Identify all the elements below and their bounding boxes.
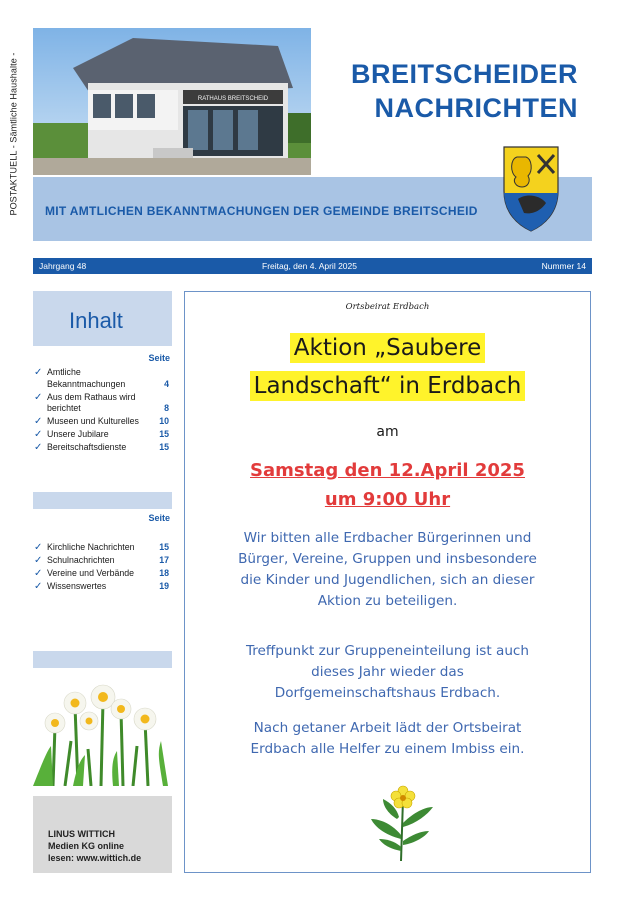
checkmark-icon: ✓ xyxy=(34,568,43,579)
issue-date: Freitag, den 4. April 2025 xyxy=(262,261,357,271)
toc-item[interactable]: ✓ Museen und Kulturelles 10 xyxy=(34,416,169,427)
toc-header xyxy=(33,291,172,346)
headline-line-2: Landschaft“ in Erdbach xyxy=(185,373,590,399)
postaktuell-side-text: POSTAKTUELL - Sämtliche Haushalte - xyxy=(9,52,19,216)
coat-of-arms-icon xyxy=(500,143,562,233)
toc-item[interactable]: ✓ Aus dem Rathaus wird berichtet 8 xyxy=(34,391,169,413)
article-box xyxy=(184,291,591,873)
toc-list-2 xyxy=(33,542,172,594)
building-sign: RATHAUS BREITSCHEID xyxy=(197,96,269,102)
toc-item[interactable]: ✓ Amtliche Bekanntmachungen 4 xyxy=(34,367,169,389)
article-am: am xyxy=(376,424,399,440)
paragraph-snack: Nach getaner Arbeit lädt der Ortsbeirat Erdbach alle Helfer zu einem Imbiss ein. xyxy=(250,720,525,757)
checkmark-icon: ✓ xyxy=(34,367,43,378)
checkmark-icon: ✓ xyxy=(34,429,43,440)
volume-label: Jahrgang 48 xyxy=(39,261,87,271)
publisher-line-1: LINUS WITTICH xyxy=(48,829,115,839)
town-hall-photo xyxy=(33,28,311,175)
checkmark-icon: ✓ xyxy=(34,416,43,427)
daffodils-image xyxy=(33,671,172,786)
publisher-line-2: Medien KG online xyxy=(48,841,125,851)
publisher-line-3[interactable]: lesen: www.wittich.de xyxy=(48,853,142,863)
page-column-label: Seite xyxy=(148,513,170,523)
checkmark-icon: ✓ xyxy=(34,391,43,403)
toc-item[interactable]: ✓ Kirchliche Nachrichten 15 xyxy=(34,542,169,553)
title-line-2: NACHRICHTEN xyxy=(374,93,578,123)
event-date: Samstag den 12.April 2025 xyxy=(250,460,525,481)
checkmark-icon: ✓ xyxy=(34,555,43,566)
toc-list-1 xyxy=(33,367,172,455)
issue-info-bar xyxy=(33,258,592,274)
issue-number: Nummer 14 xyxy=(541,261,586,271)
article-kicker: Ortsbeirat Erdbach xyxy=(345,302,430,312)
toc-divider xyxy=(33,651,172,668)
headline-line-1: Aktion „Saubere xyxy=(185,335,590,361)
toc-item[interactable]: ✓ Schulnachrichten 17 xyxy=(34,555,169,566)
toc-item[interactable]: ✓ Vereine und Verbände 18 xyxy=(34,568,169,579)
publisher-box xyxy=(33,796,172,873)
table-of-contents xyxy=(33,291,172,873)
toc-item[interactable]: ✓ Unsere Jubilare 15 xyxy=(34,429,169,440)
paragraph-invitation: Wir bitten alle Erdbacher Bürgerinnen und Bürger, Vereine, Gruppen und insbesondere die Kinder und Jugendlichen, sich an dieser Aktion zu beteiligen. xyxy=(238,530,537,609)
title-line-1: BREITSCHEIDER xyxy=(350,59,578,89)
checkmark-icon: ✓ xyxy=(34,581,43,592)
paragraph-meeting-point: Treffpunkt zur Gruppeneinteilung ist auch dieses Jahr wieder das Dorfgemeinschaftshaus Erdbach. xyxy=(245,643,530,701)
event-time: um 9:00 Uhr xyxy=(324,489,451,510)
toc-divider xyxy=(33,492,172,509)
flower-clipart-icon xyxy=(363,779,441,861)
toc-item[interactable]: ✓ Bereitschaftsdienste 15 xyxy=(34,442,169,453)
checkmark-icon: ✓ xyxy=(34,542,43,553)
toc-item[interactable]: ✓ Wissenswertes 19 xyxy=(34,581,169,592)
toc-title: Inhalt xyxy=(69,308,123,333)
masthead-subtitle: MIT AMTLICHEN BEKANNTMACHUNGEN DER GEMEINDE BREITSCHEID xyxy=(45,204,478,218)
page-column-label: Seite xyxy=(148,353,170,363)
checkmark-icon: ✓ xyxy=(34,442,43,453)
